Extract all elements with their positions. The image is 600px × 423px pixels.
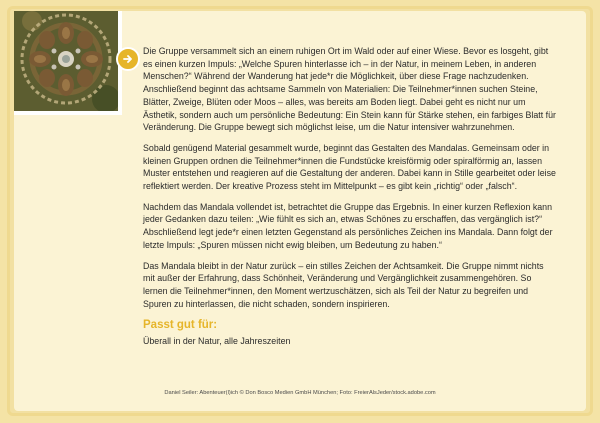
paragraph-design: Sobald genügend Material gesammelt wurde, beginnt das Gestalten des Mandalas. Gemeinsam oder in kleinen Gruppen ordnen die Teilnehmer*innen die Fundstücke kreisförmig oder spiralförmig an, lassen Muster entstehen und reagieren auf die Gestaltung der anderen. Dabei kann in Stille gearbeitet oder leise reflektiert werden. Der kreative Prozess steht im Mittelpunkt – es gibt kein „richtig“ oder „falsch“. (143, 142, 556, 192)
paragraph-intro: Die Gruppe versammelt sich an einem ruhigen Ort im Wald oder auf einer Wiese. Bevor es losgeht, gibt es einen kurzen Impuls: „Welche Spuren hinterlasse ich – in der Natur, in meinem Leben, in anderen Menschen?“ Während der Wanderung hat jede*r die Möglichkeit, über diese Frage nachzudenken. Anschließend beginnt das achtsame Sammeln von Materialien: Die Teilnehmer*innen suchen Steine, Blätter, Zweige, Blüten oder Moos – alles, was bereits am Boden liegt. Dabei geht es nicht nur um Ästhetik, sondern auch um persönliche Bedeutung: Ein Stein kann für Stärke stehen, ein farbiges Blatt für Veränderung. Die Gruppe bewegt sich möglichst leise, um die Natur intensiver wahrzunehmen. (143, 46, 556, 133)
nature-mandala-photo (14, 11, 118, 111)
arrow-right-icon (116, 47, 140, 71)
paragraph-closing: Das Mandala bleibt in der Natur zurück – ein stilles Zeichen der Achtsamkeit. Die Gruppe nimmt nichts mit außer der Erfahrung, dass Schönheit, Veränderung und Vergänglichkeit zusammengehören. So lernen die Teilnehmer*innen, den Moment wertzuschätzen, sich als Teil der Natur zu begreifen und Spuren zu hinterlassen, die nicht schaden, sondern inspirieren. (143, 260, 544, 309)
suited-heading: Passt gut für: (143, 319, 218, 332)
content-card (14, 11, 586, 411)
mandala-photo (14, 11, 122, 115)
article-body (143, 45, 556, 356)
paragraph-reflection: Nachdem das Mandala vollendet ist, betrachtet die Gruppe das Ergebnis. In einer kurzen Reflexion kann jeder Gedanken dazu teilen: „Wie fühlt es sich an, etwas Schönes zu erschaffen, das vergänglich ist?“ Abschließend legt jede*r einen letzten Gegenstand als persönliches Zeichen ins Mandala. Dann folgt der letzte Impuls: „Spuren müssen nicht ewig bleiben, um Bedeutung zu haben.“ (143, 201, 553, 250)
photo-credit: Daniel Seiler: Abenteuer(l)ich © Don Bosco Medien GmbH München; Foto: FreierAlsJeder/stock.adobe.com (164, 390, 436, 396)
suited-text: Überall in der Natur, alle Jahreszeiten (143, 336, 291, 347)
